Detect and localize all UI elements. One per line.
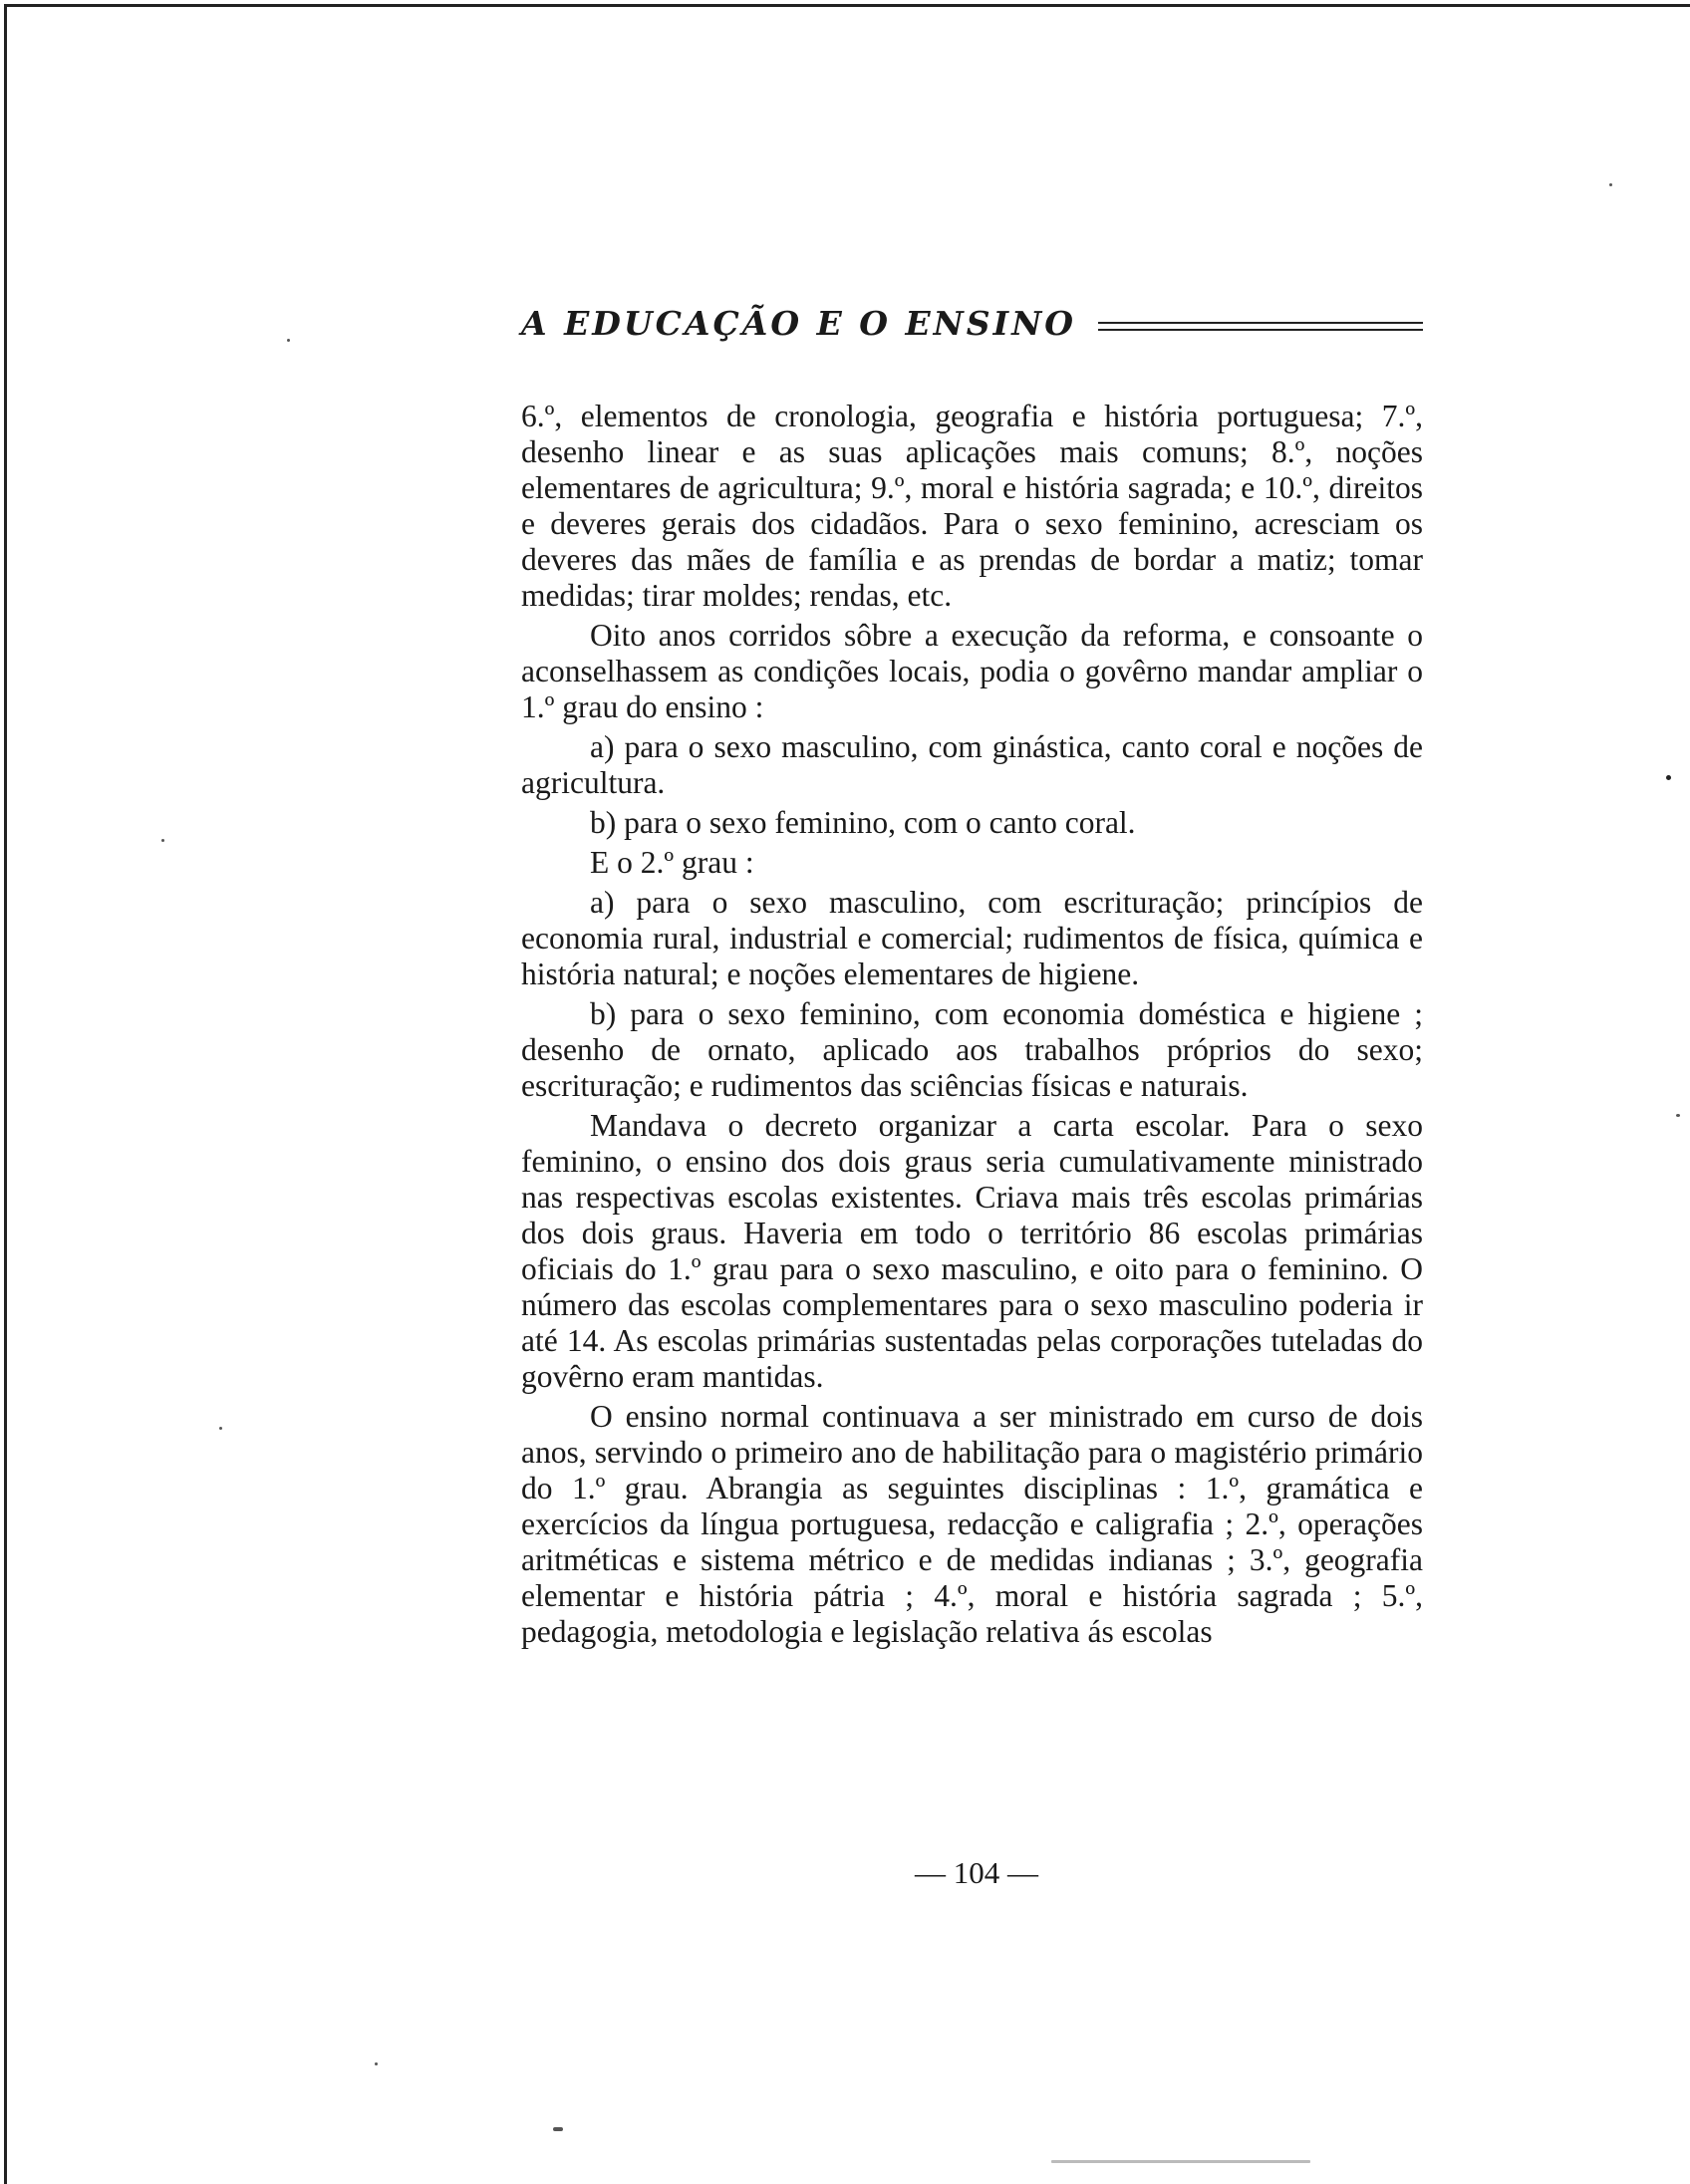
paragraph: Mandava o decreto organizar a carta escolar. Para o sexo feminino, o ensino dos dois graus seria cumulativamente ministrado nas respectivas escolas existentes. Criava mais três escolas primárias dos dois graus. Haveria em todo o território 86 escolas primárias oficiais do 1.º grau para o sexo masculino, e oito para o feminino. O número das escolas complementares para o sexo masculino poderia ir até 14. As escolas primárias sustentadas pelas corporações tuteladas do govêrno eram mantidas. bbox=[521, 1108, 1423, 1394]
page-number: — 104 — bbox=[915, 1855, 1038, 1890]
header-title: A EDUCAÇÃO E O ENSINO bbox=[521, 303, 1076, 343]
scan-speck bbox=[1676, 1114, 1680, 1117]
body-text bbox=[521, 399, 1423, 1654]
page-border-top bbox=[4, 4, 1690, 7]
scan-speck bbox=[219, 1427, 222, 1430]
running-header bbox=[521, 301, 1423, 345]
scan-speck bbox=[1666, 775, 1671, 780]
paragraph: 6.º, elementos de cronologia, geografia e história portuguesa; 7.º, desenho linear e as suas aplicações mais comuns; 8.º, noções elementares de agricultura; 9.º, moral e história sagrada; e 10.º, direitos e deveres gerais dos cidadãos. Para o sexo feminino, acresciam os deveres das mães de família e as prendas de bordar a matiz; tomar medidas; tirar moldes; rendas, etc. bbox=[521, 399, 1423, 613]
scan-speck bbox=[1051, 2160, 1310, 2163]
list-item: b) para o sexo feminino, com economia doméstica e higiene ; desenho de ornato, aplicado aos trabalhos próprios do sexo; escrituração; e rudimentos das sciências físicas e naturais. bbox=[521, 996, 1423, 1103]
list-item: a) para o sexo masculino, com escrituração; princípios de economia rural, industrial e comercial; rudimentos de física, química e história natural; e noções elementares de higiene. bbox=[521, 885, 1423, 991]
scan-speck bbox=[287, 339, 290, 342]
list-item: a) para o sexo masculino, com ginástica, canto coral e noções de agricultura. bbox=[521, 729, 1423, 800]
page-border-left bbox=[4, 4, 7, 2184]
scan-speck bbox=[375, 2062, 378, 2065]
scan-speck bbox=[161, 839, 164, 842]
list-item: b) para o sexo feminino, com o canto coral. bbox=[590, 805, 1136, 840]
scan-speck bbox=[1609, 183, 1612, 186]
header-rule bbox=[1098, 322, 1423, 331]
paragraph: O ensino normal continuava a ser ministrado em curso de dois anos, servindo o primeiro ano de habilitação para o magistério primário do 1.º grau. Abrangia as seguintes disciplinas : 1.º, gramática e exercícios da língua portuguesa, redacção e caligrafia ; 2.º, operações aritméticas e sistema métrico e de medidas indianas ; 3.º, geografia elementar e história pátria ; 4.º, moral e história sagrada ; 5.º, pedagogia, metodologia e legislação relativa ás escolas bbox=[521, 1399, 1423, 1649]
paragraph: Oito anos corridos sôbre a execução da reforma, e consoante o aconselhassem as condições locais, podia o govêrno mandar ampliar o 1.º grau do ensino : bbox=[521, 618, 1423, 724]
paragraph: E o 2.º grau : bbox=[590, 845, 754, 880]
scan-speck bbox=[553, 2127, 563, 2131]
